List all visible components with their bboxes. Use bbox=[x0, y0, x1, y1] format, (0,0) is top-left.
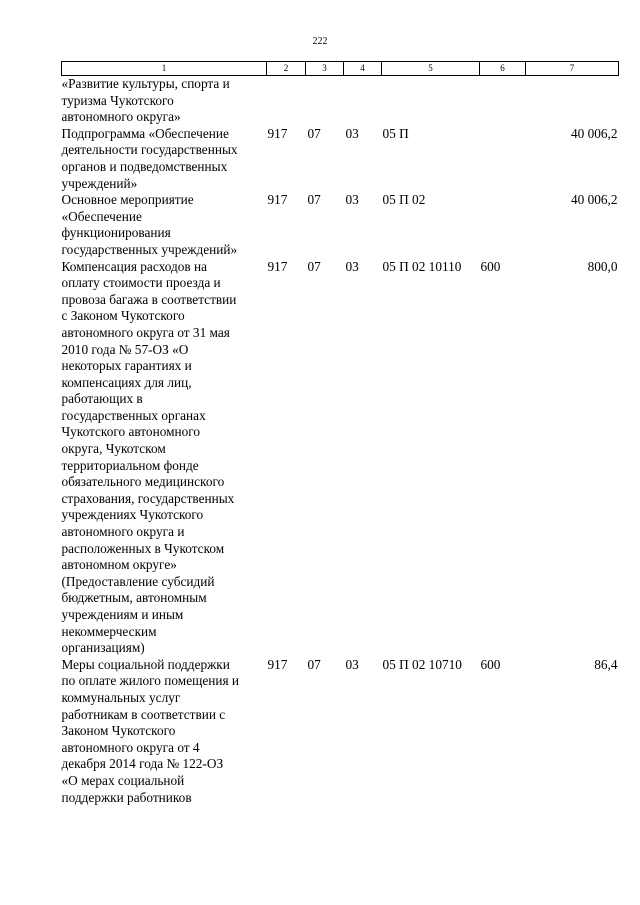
expense-type-cell bbox=[480, 126, 526, 192]
row-name-line: автономного округа» bbox=[61, 109, 181, 125]
expense-type-cell bbox=[480, 76, 526, 126]
table-body bbox=[62, 76, 619, 807]
admin-code-cell bbox=[267, 76, 306, 126]
row-name-line: функционирования bbox=[61, 225, 171, 241]
subsection-cell: 03 bbox=[345, 192, 359, 208]
target-article-cell: 05 П 02 bbox=[382, 192, 426, 208]
row-name-cell bbox=[62, 126, 267, 192]
row-name-line: компенсациях для лиц, bbox=[61, 374, 192, 390]
row-name-line: провоза багажа в соответствии bbox=[61, 291, 237, 307]
column-header-3: 3 bbox=[306, 62, 344, 76]
row-name-line: Законом Чукотского bbox=[61, 723, 176, 739]
row-name-line: «Обеспечение bbox=[61, 208, 142, 224]
row-name-line: «Развитие культуры, спорта и bbox=[61, 76, 230, 91]
subsection-cell bbox=[344, 76, 382, 126]
table-row bbox=[62, 126, 619, 192]
amount-cell: 40 006,2 bbox=[570, 192, 618, 208]
table-row bbox=[62, 259, 619, 657]
admin-code-cell: 917 bbox=[267, 125, 288, 141]
row-name-cell bbox=[62, 657, 267, 806]
row-name-line: организациям) bbox=[61, 640, 145, 656]
row-name-line: некоммерческим bbox=[61, 623, 157, 639]
column-number-header-row bbox=[62, 62, 619, 76]
row-name-line: деятельности государственных bbox=[61, 142, 238, 158]
row-name-cell bbox=[62, 259, 267, 657]
subsection-cell: 03 bbox=[345, 258, 359, 274]
row-name-line: некоторых гарантиях и bbox=[61, 358, 192, 374]
column-header-1: 1 bbox=[62, 62, 267, 76]
row-name-line: туризма Чукотского bbox=[61, 92, 174, 108]
column-header-5: 5 bbox=[382, 62, 480, 76]
section-cell: 07 bbox=[307, 258, 321, 274]
row-name-line: автономного округа от 31 мая bbox=[61, 324, 230, 340]
admin-code-cell: 917 bbox=[267, 192, 288, 208]
row-name-line: по оплате жилого помещения и bbox=[61, 673, 240, 689]
table-row bbox=[62, 657, 619, 806]
column-header-4: 4 bbox=[344, 62, 382, 76]
row-name-line: Чукотского автономного bbox=[61, 424, 201, 440]
row-name-line: государственных органах bbox=[61, 407, 206, 423]
row-name-line: государственных учреждений» bbox=[61, 241, 238, 257]
row-name-line: округа, Чукотском bbox=[61, 441, 166, 457]
row-name-cell bbox=[62, 192, 267, 258]
row-name-line: бюджетным, автономным bbox=[61, 590, 207, 606]
section-cell: 07 bbox=[307, 125, 321, 141]
row-name-line: Подпрограмма «Обеспечение bbox=[61, 125, 229, 141]
row-name-line: коммунальных услуг bbox=[61, 689, 181, 705]
row-name-line: органов и подведомственных bbox=[61, 158, 228, 174]
budget-table bbox=[61, 61, 619, 806]
row-name-line: декабря 2014 года № 122-ОЗ bbox=[61, 756, 224, 772]
section-cell: 07 bbox=[307, 192, 321, 208]
column-header-2: 2 bbox=[267, 62, 306, 76]
row-name-line: (Предоставление субсидий bbox=[61, 573, 215, 589]
section-cell bbox=[306, 76, 344, 126]
section-cell: 07 bbox=[307, 656, 321, 672]
row-name-line: обязательного медицинского bbox=[61, 474, 225, 490]
row-name-line: территориальном фонде bbox=[61, 457, 199, 473]
target-article-cell bbox=[382, 76, 480, 126]
table-row bbox=[62, 192, 619, 258]
row-name-cell bbox=[62, 76, 267, 126]
amount-cell: 86,4 bbox=[594, 656, 618, 672]
row-name-line: 2010 года № 57-ОЗ «О bbox=[61, 341, 189, 357]
row-name-line: Компенсация расходов на bbox=[61, 258, 208, 274]
row-name-line: автономном округе» bbox=[61, 557, 177, 573]
expense-type-cell bbox=[480, 192, 526, 258]
row-name-line: расположенных в Чукотском bbox=[61, 540, 225, 556]
target-article-cell: 05 П 02 10110 bbox=[382, 258, 462, 274]
subsection-cell: 03 bbox=[345, 125, 359, 141]
row-name-line: Основное мероприятие bbox=[61, 192, 194, 208]
admin-code-cell: 917 bbox=[267, 258, 288, 274]
column-header-6: 6 bbox=[480, 62, 526, 76]
row-name-line: учреждений» bbox=[61, 175, 138, 191]
admin-code-cell: 917 bbox=[267, 656, 288, 672]
row-name-line: работникам в соответствии с bbox=[61, 706, 226, 722]
row-name-line: «О мерах социальной bbox=[61, 772, 185, 788]
row-name-line: с Законом Чукотского bbox=[61, 308, 185, 324]
expense-type-cell: 600 bbox=[480, 656, 501, 672]
column-header-7: 7 bbox=[526, 62, 619, 76]
page-number: 222 bbox=[312, 36, 328, 47]
target-article-cell: 05 П bbox=[382, 125, 409, 141]
amount-cell: 800,0 bbox=[587, 258, 618, 274]
row-name-line: оплату стоимости проезда и bbox=[61, 275, 221, 291]
row-name-line: поддержки работников bbox=[61, 789, 192, 805]
row-name-line: страхования, государственных bbox=[61, 490, 235, 506]
subsection-cell: 03 bbox=[345, 656, 359, 672]
target-article-cell: 05 П 02 10710 bbox=[382, 656, 462, 672]
amount-cell bbox=[526, 76, 619, 126]
row-name-line: Меры социальной поддержки bbox=[61, 656, 230, 672]
expense-type-cell: 600 bbox=[480, 258, 501, 274]
row-name-line: учреждениях Чукотского bbox=[61, 507, 204, 523]
row-name-line: работающих в bbox=[61, 391, 143, 407]
amount-cell: 40 006,2 bbox=[570, 125, 618, 141]
row-name-line: автономного округа и bbox=[61, 524, 185, 540]
table-row bbox=[62, 76, 619, 126]
row-name-line: учреждениям и иным bbox=[61, 607, 184, 622]
row-name-line: автономного округа от 4 bbox=[61, 739, 200, 755]
